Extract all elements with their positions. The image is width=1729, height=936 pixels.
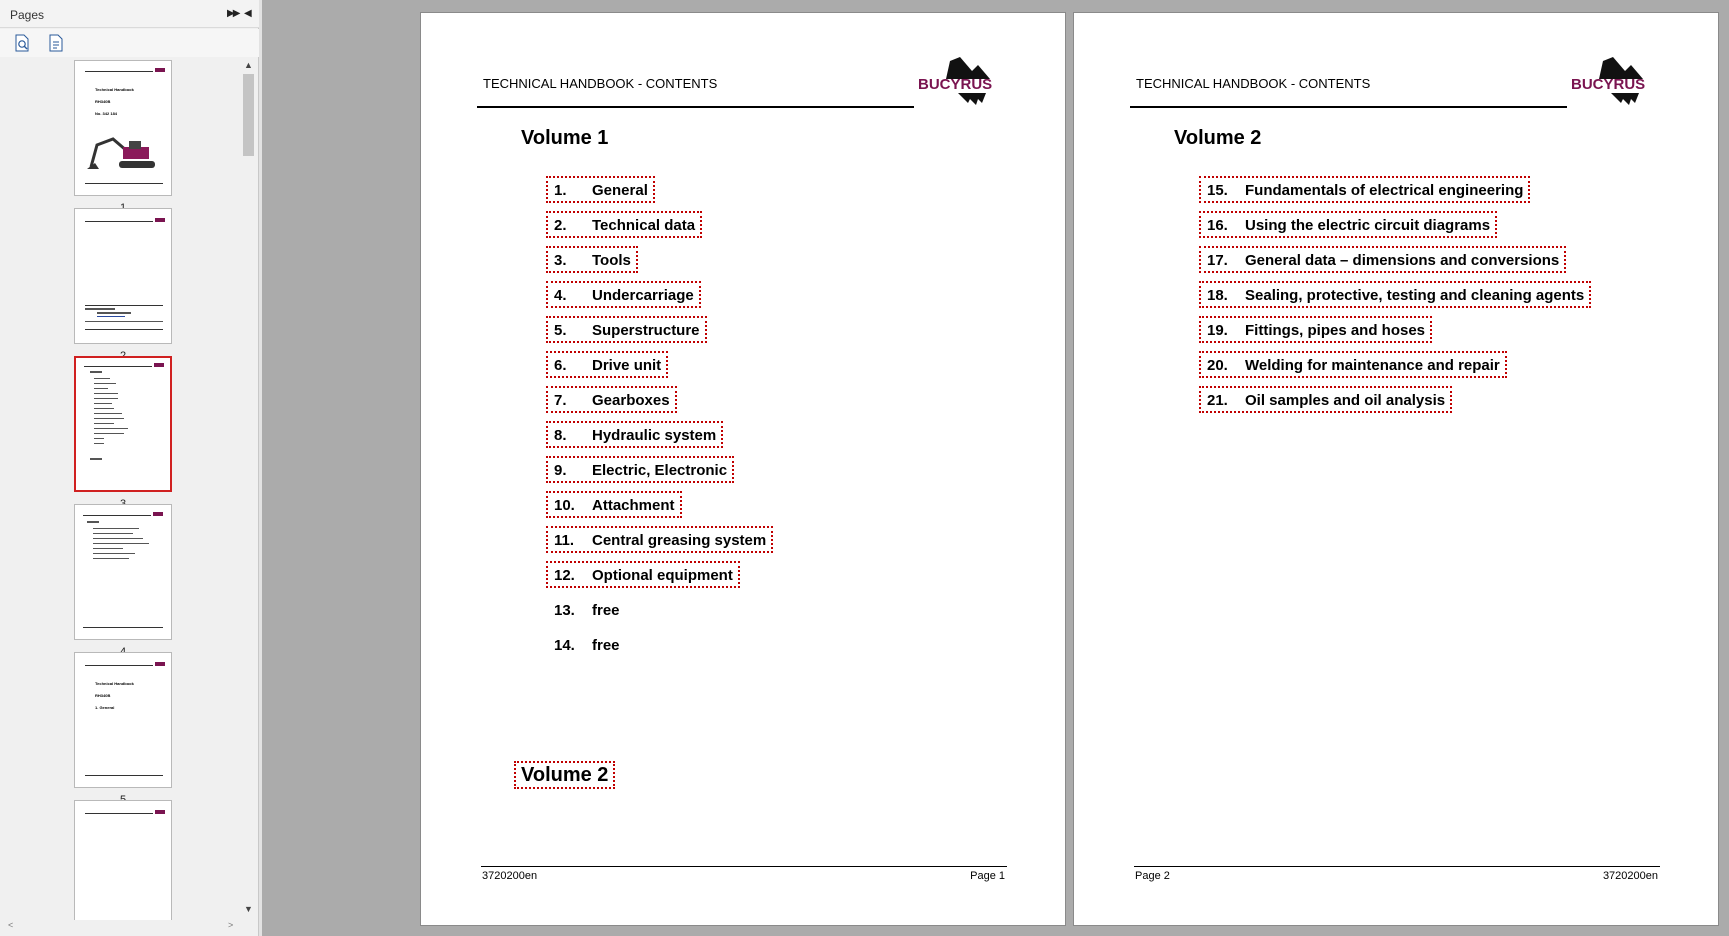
toc-link-fittings-pipes-hoses[interactable]: 19. Fittings, pipes and hoses: [1199, 316, 1432, 343]
toc-link-sealing-protective-agents[interactable]: 18. Sealing, protective, testing and cleaning agents: [1199, 281, 1591, 308]
thumb-caption: No. 342 184: [95, 111, 118, 116]
document-page-2: [1073, 12, 1719, 926]
toc-link-electric-electronic[interactable]: 9. Electric, Electronic: [546, 456, 734, 483]
thumbnail-horizontal-scrollbar[interactable]: [6, 920, 240, 934]
toc-link-hydraulic-system[interactable]: 8. Hydraulic system: [546, 421, 723, 448]
thumb-header-rule: [85, 665, 153, 666]
bucyrus-logo-icon: [916, 57, 1002, 107]
thumb-caption: 1. General: [95, 705, 115, 710]
excavator-image: [83, 133, 161, 173]
scroll-left-icon[interactable]: <: [8, 920, 14, 930]
toc-entry-free: 13. free: [554, 602, 620, 619]
volume-2-link[interactable]: Volume 2: [514, 761, 615, 789]
toc-link-technical-data[interactable]: 2. Technical data: [546, 211, 702, 238]
panel-splitter[interactable]: [259, 0, 262, 936]
footer-page-number: Page 1: [970, 870, 1005, 882]
thumb-footer-rule: [85, 329, 163, 330]
toc-link-oil-samples-analysis[interactable]: 21. Oil samples and oil analysis: [1199, 386, 1452, 413]
toc-link-electric-circuit-diagrams[interactable]: 16. Using the electric circuit diagrams: [1199, 211, 1497, 238]
bucyrus-logo-icon: [155, 662, 165, 666]
bucyrus-logo-icon: [153, 512, 163, 516]
footer-page-number: Page 2: [1135, 870, 1170, 882]
bucyrus-logo-icon: [155, 810, 165, 814]
thumb-footer-rule: [85, 775, 163, 776]
footer-rule: [481, 866, 1007, 867]
scroll-up-icon[interactable]: ▲: [244, 60, 253, 70]
toc-link-general-data-dimensions[interactable]: 17. General data – dimensions and conversions: [1199, 246, 1566, 273]
bucyrus-logo-icon: [1569, 57, 1655, 107]
page-header-title: TECHNICAL HANDBOOK - CONTENTS: [1136, 76, 1371, 91]
page-thumbnail-3[interactable]: [74, 356, 172, 492]
zoom-thumbnail-icon[interactable]: [12, 33, 32, 53]
scroll-right-icon[interactable]: >: [228, 920, 234, 930]
logo-text: BUCYRUS: [918, 76, 993, 93]
page-thumbnail-5[interactable]: [74, 652, 172, 788]
page-thumbnail-6[interactable]: [74, 800, 172, 920]
toc-link-central-greasing-system[interactable]: 11. Central greasing system: [546, 526, 773, 553]
page-thumbnail-1[interactable]: [74, 60, 172, 196]
thumb-header-rule: [85, 71, 153, 72]
collapse-panel-icon[interactable]: ◀: [244, 8, 252, 19]
pages-panel: [0, 0, 259, 936]
footer-doc-number: 3720200en: [1602, 870, 1658, 882]
thumb-caption: Technical Handbook: [95, 681, 134, 686]
toc-link-optional-equipment[interactable]: 12. Optional equipment: [546, 561, 740, 588]
volume-title: Volume 1: [521, 127, 609, 149]
toc-link-general[interactable]: 1. General: [546, 176, 655, 203]
thumb-header-rule: [84, 366, 152, 367]
pages-panel-toolbar: [0, 29, 259, 57]
toc-link-attachment[interactable]: 10. Attachment: [546, 491, 682, 518]
page-options-icon[interactable]: [46, 33, 66, 53]
thumb-caption: Technical Handbook: [95, 87, 134, 92]
volume-title: Volume 2: [1174, 127, 1262, 149]
pages-panel-title: Pages: [10, 8, 45, 22]
toc-link-fundamentals-electrical-engineering[interactable]: 15. Fundamentals of electrical engineering: [1199, 176, 1530, 203]
toc-link-superstructure[interactable]: 5. Superstructure: [546, 316, 707, 343]
logo-text: BUCYRUS: [1571, 76, 1646, 93]
thumb-caption: RH340B: [95, 99, 111, 104]
bucyrus-logo-icon: [155, 218, 165, 222]
bucyrus-logo-icon: [155, 68, 165, 72]
toc-link-welding-maintenance[interactable]: 20. Welding for maintenance and repair: [1199, 351, 1507, 378]
header-rule: [477, 106, 914, 108]
toc-link-undercarriage[interactable]: 4. Undercarriage: [546, 281, 701, 308]
toc-link-gearboxes[interactable]: 7. Gearboxes: [546, 386, 677, 413]
page-thumbnail-4[interactable]: [74, 504, 172, 640]
pages-panel-header: [0, 0, 259, 28]
scrollbar-thumb[interactable]: [243, 74, 254, 156]
footer-doc-number: 3720200en: [482, 870, 538, 882]
thumb-footer-rule: [85, 183, 163, 184]
panel-options-icon[interactable]: ▶▶: [227, 8, 239, 19]
document-page-1: [420, 12, 1066, 926]
scroll-down-icon[interactable]: ▼: [244, 904, 253, 914]
thumb-header-rule: [85, 813, 153, 814]
toc-link-tools[interactable]: 3. Tools: [546, 246, 638, 273]
thumb-header-rule: [83, 515, 151, 516]
header-rule: [1130, 106, 1567, 108]
thumb-footer-rule: [83, 627, 163, 628]
bucyrus-logo-icon: [154, 363, 164, 367]
page-thumbnail-2[interactable]: [74, 208, 172, 344]
thumb-caption: RH340B: [95, 693, 111, 698]
thumb-header-rule: [85, 221, 153, 222]
toc-entry-free: 14. free: [554, 637, 620, 654]
toc-link-drive-unit[interactable]: 6. Drive unit: [546, 351, 668, 378]
footer-rule: [1134, 866, 1660, 867]
thumbnail-vertical-scrollbar[interactable]: [240, 58, 257, 920]
page-header-title: TECHNICAL HANDBOOK - CONTENTS: [483, 76, 718, 91]
thumbnail-list: [6, 58, 240, 920]
